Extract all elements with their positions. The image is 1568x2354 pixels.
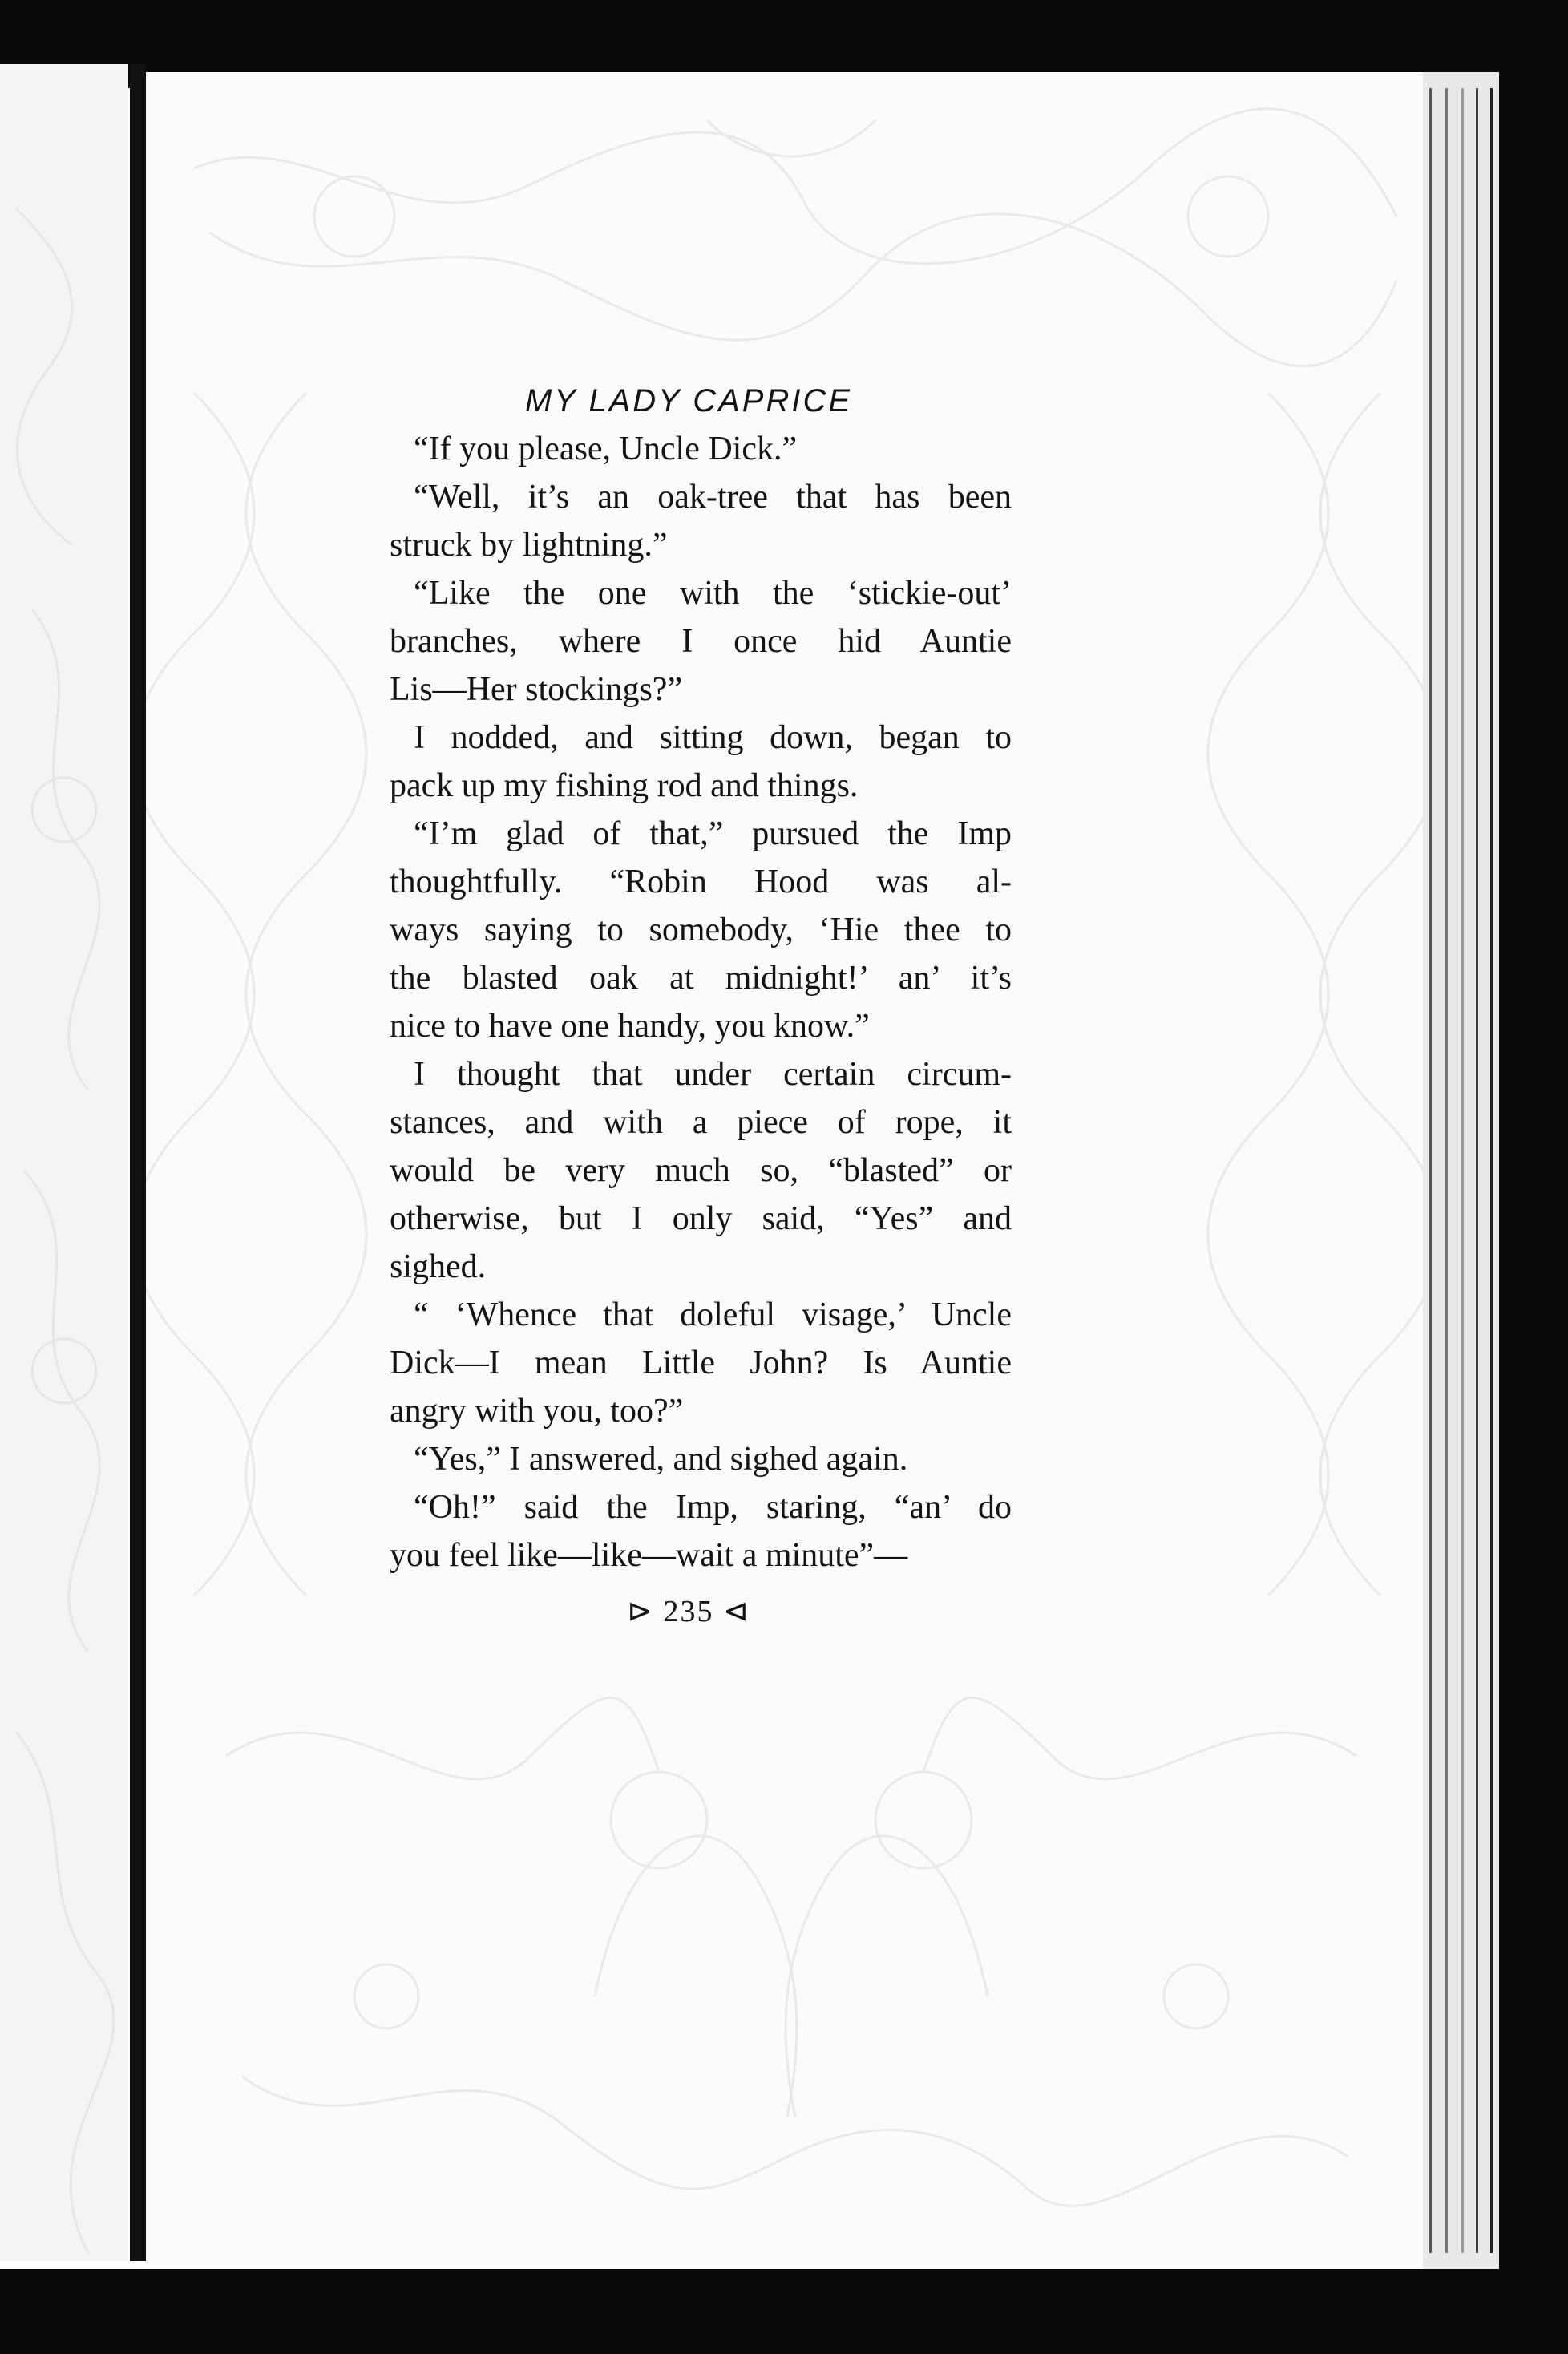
text-line: branches, where I once hid Auntie	[390, 623, 1012, 660]
text-line: “I’m glad of that,” pursued the Imp	[414, 815, 1012, 852]
text-line: I thought that under certain circum-	[414, 1056, 1012, 1093]
text-line: “Yes,” I answered, and sighed again.	[414, 1441, 908, 1478]
page-edges	[1423, 72, 1499, 2273]
text-line: you feel like—like—wait a minute”—	[390, 1537, 908, 1574]
text-line: pack up my fishing rod and things.	[390, 767, 859, 804]
text-line: stances, and with a piece of rope, it	[390, 1104, 1012, 1141]
paragraph	[366, 1483, 1012, 1579]
paragraph	[366, 1050, 1012, 1291]
page-text-block	[366, 377, 1012, 1636]
right-ornament-glyph: ⊲	[723, 1595, 750, 1628]
text-line: the blasted oak at midnight!’ an’ it’s	[390, 960, 1012, 997]
paragraph	[366, 1291, 1012, 1435]
paragraph	[366, 425, 1012, 473]
scanner-background-right	[1499, 0, 1568, 2354]
paragraph	[366, 1435, 1012, 1483]
text-line: “Well, it’s an oak-tree that has been	[414, 479, 1012, 516]
page-edge-line	[1476, 88, 1478, 2253]
running-head: MY LADY CAPRICE	[524, 383, 853, 419]
text-line: “ ‘Whence that doleful visage,’ Uncle	[414, 1296, 1012, 1333]
page-edge-line	[1461, 88, 1464, 2253]
page-edge-line	[1490, 88, 1493, 2253]
text-line: thoughtfully. “Robin Hood was al-	[390, 864, 1012, 900]
text-line: sighed.	[390, 1248, 487, 1285]
text-line: nice to have one handy, you know.”	[390, 1008, 870, 1045]
folio-number: 235	[663, 1595, 714, 1628]
text-line: otherwise, but I only said, “Yes” and	[390, 1200, 1012, 1237]
scanner-background-bottom	[0, 2269, 1568, 2354]
text-line: would be very much so, “blasted” or	[390, 1152, 1012, 1189]
text-line: angry with you, too?”	[390, 1393, 684, 1430]
left-ornament-glyph: ⊳	[627, 1595, 654, 1628]
text-line: ways saying to somebody, ‘Hie thee to	[390, 912, 1012, 948]
page-edge-line	[1429, 88, 1432, 2253]
paragraph	[366, 810, 1012, 1050]
text-line: “If you please, Uncle Dick.”	[414, 431, 798, 467]
text-line: Dick—I mean Little John? Is Auntie	[390, 1345, 1012, 1381]
facing-page-edge	[0, 64, 128, 2261]
text-line: I nodded, and sitting down, began to	[414, 719, 1012, 756]
page-number	[366, 1588, 1012, 1636]
text-line: struck by lightning.”	[390, 527, 668, 564]
text-line: “Oh!” said the Imp, staring, “an’ do	[414, 1489, 1012, 1526]
facing-page-ornament	[0, 128, 128, 2325]
paragraph	[366, 569, 1012, 714]
text-line: “Like the one with the ‘stickie-out’	[414, 575, 1012, 612]
body-text	[366, 425, 1012, 1579]
page-edge-line	[1445, 88, 1448, 2253]
paragraph	[366, 473, 1012, 569]
text-line: Lis—Her stockings?”	[390, 671, 683, 708]
binding-gutter	[130, 64, 146, 2261]
paragraph	[366, 714, 1012, 810]
